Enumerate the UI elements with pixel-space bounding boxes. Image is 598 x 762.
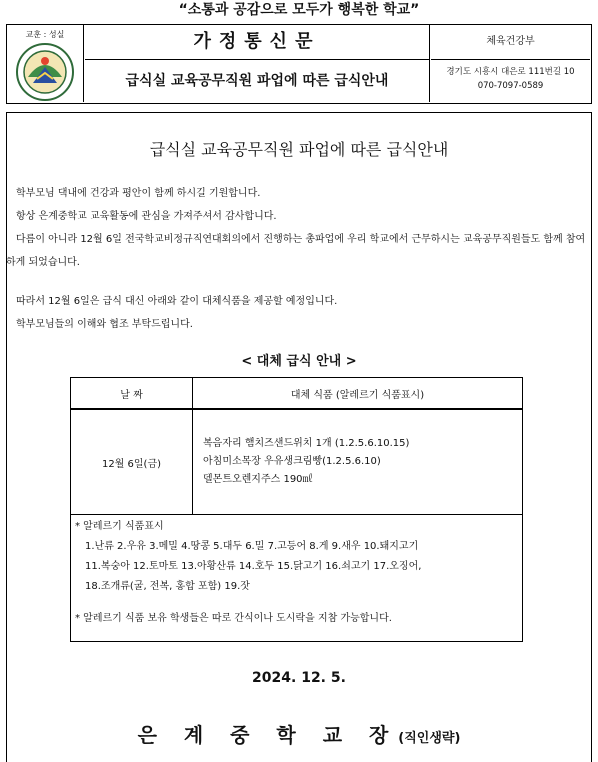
school-emblem-icon <box>16 43 74 101</box>
seal-omitted-note: (직인생략) <box>398 731 461 746</box>
newsletter-subtitle: 급식실 교육공무직원 파업에 따른 급식안내 <box>125 73 389 89</box>
allergy-notes <box>71 515 523 642</box>
strike-paragraph: 다름이 아니라 12월 6일 전국학교비정규직연대회의에서 진행하는 총파업에 우리 학교에서 근무하시는 교육공무직원들도 함께 참여하게 되었습니다. <box>6 234 586 268</box>
list-item: 델몬트오렌지주스 190㎖ <box>203 474 313 485</box>
address-line: 경기도 시흥시 대은로 111번길 10 <box>446 67 575 77</box>
newsletter-header <box>6 24 592 104</box>
info-cell <box>431 25 590 102</box>
notice-title: 급식실 교육공무직원 파업에 따른 급식안내 <box>149 140 449 159</box>
phone-number: 070-7097-0589 <box>477 81 544 91</box>
principal-title: 은 계 중 학 교 장 <box>137 723 399 747</box>
allergy-notes-row <box>71 515 523 642</box>
menu-items <box>193 409 523 515</box>
alt-meal-section-title: < 대체 급식 안내 > <box>241 354 357 369</box>
department-name: 체육건강부 <box>431 25 590 60</box>
newsletter-title: 가정통신문 <box>85 25 429 60</box>
cooperation-paragraph: 학부모님들의 이해와 협조 부탁드립니다. <box>16 319 193 330</box>
allergy-title: * 알레르기 식품표시 <box>75 521 164 532</box>
allergy-note: * 알레르기 식품 보유 학생들은 따로 간식이나 도시락을 지참 가능합니다. <box>75 613 392 624</box>
spacer <box>75 597 518 609</box>
alt-meal-table <box>70 377 523 642</box>
list-item: 복음자리 햄치즈샌드위치 1개 (1.2.5.6.10.15) <box>203 438 410 449</box>
logo-cell <box>7 25 84 102</box>
title-cell <box>85 25 430 102</box>
list-item: 아침미소목장 우유생크림빵(1.2.5.6.10) <box>203 456 381 467</box>
greeting-paragraph: 학부모님 댁내에 건강과 평안이 함께 하시길 기원합니다. <box>16 188 261 199</box>
school-motto: “소통과 공감으로 모두가 행복한 학교” <box>178 2 420 18</box>
meal-date: 12월 6일(금) <box>71 409 193 515</box>
allergy-list-line: 1.난류 2.우유 3.메밀 4.땅콩 5.대두 6.밀 7.고등어 8.게 9.새우 10.돼지고기 <box>85 541 419 552</box>
table-row <box>71 409 523 515</box>
menu-column-header: 대체 식품 (알레르기 식품표시) <box>193 378 523 410</box>
school-address <box>431 65 590 93</box>
table-header-row <box>71 378 523 410</box>
thanks-paragraph: 항상 은계중학교 교육활동에 관심을 가져주셔서 감사합니다. <box>16 211 277 222</box>
issue-date: 2024. 12. 5. <box>252 670 346 686</box>
principal-signature <box>0 722 598 752</box>
allergy-list-line: 11.복숭아 12.토마토 13.아황산류 14.호두 15.닭고기 16.쇠고기 17.오징어, <box>85 561 422 572</box>
substitute-paragraph: 따라서 12월 6일은 급식 대신 아래와 같이 대체식품을 제공할 예정입니다. <box>16 296 338 307</box>
school-motto-caption: 교훈 : 성실 <box>25 30 65 39</box>
allergy-list-line: 18.조개류(굴, 전복, 홍합 포함) 19.잣 <box>85 581 250 592</box>
date-column-header: 날 짜 <box>71 378 193 410</box>
